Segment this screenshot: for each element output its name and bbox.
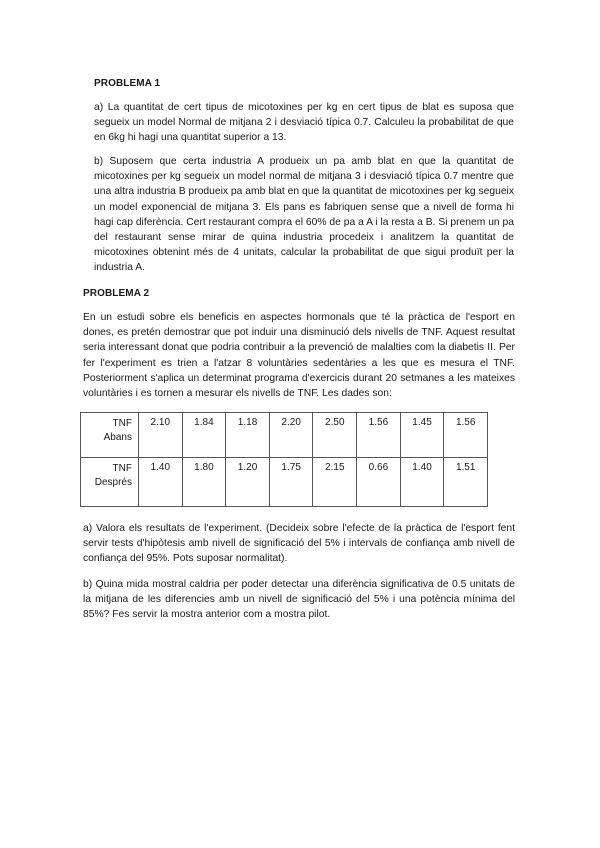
table-cell: 1.51 — [444, 458, 488, 507]
table-row-tnf-despres — [81, 458, 488, 507]
problem-1-part-b: b) Suposem que certa industria A produeix un pa amb blat en que la quantitat de micotoxines per kg segueix un model normal de mitjana 3 i desviació típica 0.7 mentre que una altra industria B produeix pa amb blat en que la quantitat de micotoxines per kg segueix un model exponencial de mitjana 3. Els pans es fabriquen sense que a nivell de forma hi hagi cap diferència. Cert restaurant compra el 60% de pa a A i la resta a B. Si prenem un pa del restaurant sense mirar de quina industria procedeix i analitzem la quantitat de micotoxines obtenint més de 4 unitats, calcular la probabilitat de que sigui produït per la industria A. — [94, 156, 514, 274]
table-cell: 2.50 — [313, 413, 357, 458]
problem-1-part-a: a) La quantitat de cert tipus de micotoxines per kg en cert tipus de blat es suposa que segueix un model Normal de mitjana 2 i desviació típica 0.7. Calculeu la probabilitat de que en 6kg hi hagi una quantitat superior a 13. — [94, 102, 514, 144]
table-cell: 1.56 — [444, 413, 488, 458]
table-cell: 1.40 — [138, 458, 182, 507]
table-cell: 1.75 — [269, 458, 313, 507]
table-cell: 1.84 — [182, 413, 226, 458]
problem-1-heading: PROBLEMA 1 — [94, 78, 161, 89]
table-cell: 1.20 — [226, 458, 270, 507]
problem-2-heading: PROBLEMA 2 — [83, 288, 150, 299]
table-cell: 1.18 — [226, 413, 270, 458]
table-cell: 1.40 — [400, 458, 444, 507]
row-label-line2: Abans — [103, 432, 132, 443]
problem-2-intro: En un estudi sobre els beneficis en aspectes hormonals que té la pràctica de l'esport en dones, es pretén demostrar que pot induir una disminució dels nivells de TNF. Aquest resultat seria interessant donat que podria contribuir a la prevenció de malalties com la diabetis II. Per fer l'experiment es trien a l'atzar 8 voluntàries sedentàries a les que es mesura el TNF. Posteriorment s'aplica un determinat programa d'exercicis durant 20 setmanes a les mateixes voluntàries i es tornen a mesurar els nivells de TNF. Les dades son: — [83, 312, 515, 400]
problem-2-part-b: b) Quina mida mostral caldria per poder detectar una diferència significativa de 0.5 unitats de la mitjana de les diferencies amb un nivell de significació del 5% i una potència mínima del 85%? Fes servir la mostra anterior com a mostra pilot. — [83, 579, 515, 621]
table-row-tnf-abans — [81, 413, 488, 458]
table-cell: 2.20 — [269, 413, 313, 458]
problem-2-part-a: a) Valora els resultats de l'experiment. (Decideix sobre l'efecte de la pràctica de l'esport fent servir tests d'hipòtesis amb nivell de significació del 5% i intervals de confiança amb nivell de confiança del 95%. Pots suposar normalitat). — [83, 523, 515, 565]
table-cell: 1.45 — [400, 413, 444, 458]
table-cell: 2.10 — [138, 413, 182, 458]
table-cell: 2.15 — [313, 458, 357, 507]
row-label-line2: Després — [94, 477, 132, 488]
row-label-despres — [81, 458, 139, 507]
row-label-line1: TNF — [112, 418, 132, 429]
tnf-data-table — [80, 412, 488, 507]
table-cell: 1.80 — [182, 458, 226, 507]
row-label-line1: TNF — [112, 463, 132, 474]
table-cell: 1.56 — [357, 413, 401, 458]
table-cell: 0.66 — [357, 458, 401, 507]
row-label-abans — [81, 413, 139, 458]
